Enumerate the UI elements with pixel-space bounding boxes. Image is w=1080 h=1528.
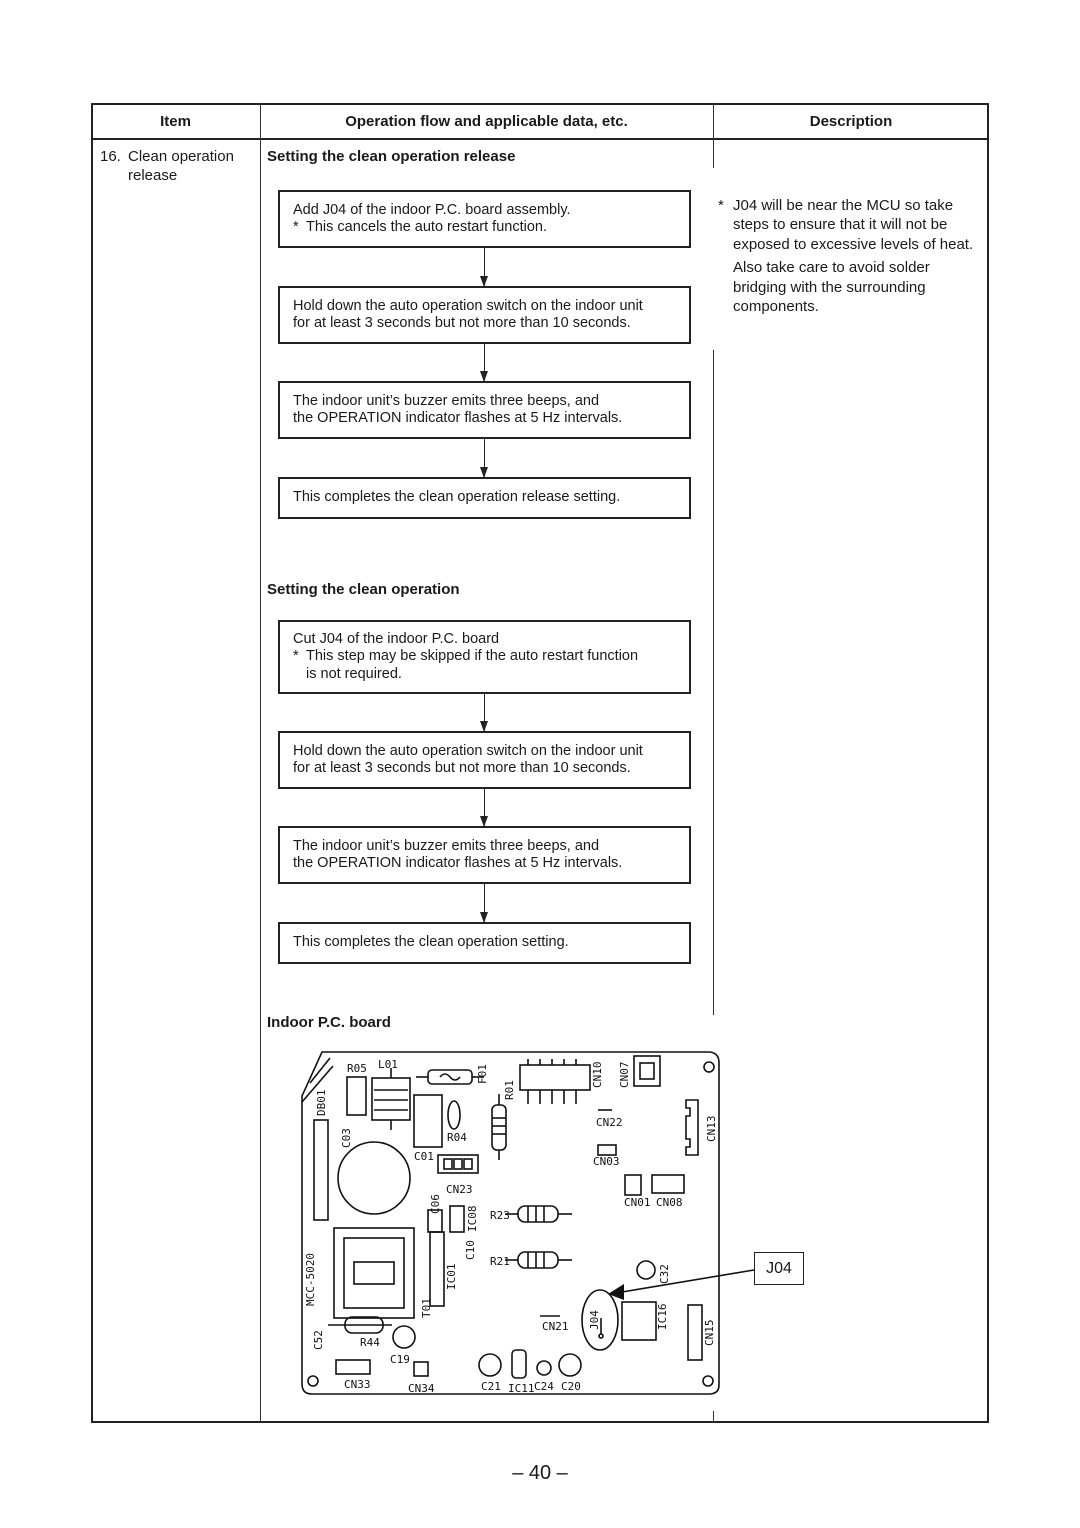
note-star: * — [293, 648, 299, 665]
flow-text: Cut J04 of the indoor P.C. board — [293, 630, 500, 647]
pcb-label: CN33 — [344, 1378, 371, 1391]
pcb-label: C52 — [312, 1330, 325, 1350]
flow-arrow — [484, 789, 485, 826]
item-title: Clean operation — [128, 148, 234, 165]
header-item: Item — [160, 113, 191, 130]
section-title-release: Setting the clean operation release — [267, 148, 516, 165]
pcb-label: L01 — [378, 1058, 398, 1071]
flow-note — [293, 666, 681, 684]
column-divider-desc-mid — [713, 350, 714, 1015]
column-divider-desc-bottom — [713, 1411, 714, 1423]
flow-text: Hold down the auto operation switch on the indoor unit — [293, 297, 643, 314]
note-text: This cancels the auto restart function. — [306, 219, 547, 235]
flow-box-release-2 — [278, 286, 691, 344]
pcb-label: C20 — [561, 1380, 581, 1393]
description-para-1 — [718, 196, 983, 254]
pcb-label: C01 — [414, 1150, 434, 1163]
flow-text: the OPERATION indicator flashes at 5 Hz intervals. — [293, 410, 623, 426]
pcb-label: R21 — [490, 1255, 510, 1268]
j04-callout-label: J04 — [754, 1252, 804, 1285]
pcb-label: CN10 — [591, 1061, 604, 1088]
item-cell — [100, 147, 256, 185]
pcb-label: MCC-5020 — [304, 1253, 317, 1306]
pcb-label: CN34 — [408, 1382, 435, 1395]
pcb-label: C06 — [429, 1194, 442, 1214]
pcb-label: CN01 — [624, 1196, 651, 1209]
flow-note — [293, 648, 681, 666]
flow-text: Hold down the auto operation switch on the indoor unit — [293, 742, 643, 759]
item-number: 16. — [100, 148, 121, 165]
flow-box-clean-2 — [278, 731, 691, 789]
flow-text: Add J04 of the indoor P.C. board assembly. — [293, 201, 571, 218]
note-text: is not required. — [306, 665, 402, 682]
pcb-label: C24 — [534, 1380, 554, 1393]
pcb-label: R44 — [360, 1336, 380, 1349]
pcb-label: CN22 — [596, 1116, 623, 1129]
flow-box-release-4 — [278, 477, 691, 519]
page-number: – 40 – — [512, 1462, 568, 1484]
flow-arrow — [484, 344, 485, 381]
pcb-label: IC16 — [656, 1303, 669, 1330]
pcb-label: CN03 — [593, 1155, 620, 1168]
header-flow: Operation flow and applicable data, etc. — [345, 113, 628, 130]
pcb-label: R05 — [347, 1062, 367, 1075]
pcb-label: IC08 — [466, 1205, 479, 1232]
section-title-clean: Setting the clean operation — [267, 581, 460, 598]
pcb-label: CN23 — [446, 1183, 473, 1196]
flow-box-clean-3 — [278, 826, 691, 884]
pcb-label: DB01 — [315, 1089, 328, 1116]
flow-box-clean-4 — [278, 922, 691, 964]
flow-note — [293, 219, 681, 237]
note-star-space — [293, 666, 306, 684]
pcb-label: R23 — [490, 1209, 510, 1222]
note-text: This step may be skipped if the auto restart function — [306, 648, 639, 665]
pcb-label: IC11 — [508, 1382, 535, 1395]
item-title-line2: release — [128, 167, 178, 184]
flow-text: the OPERATION indicator flashes at 5 Hz intervals. — [293, 855, 623, 871]
pcb-label: CN13 — [705, 1115, 718, 1142]
flow-text: for at least 3 seconds but not more than 10 seconds. — [293, 315, 631, 331]
pcb-label: CN21 — [542, 1320, 569, 1333]
pcb-label: F01 — [476, 1064, 489, 1084]
pcb-label: CN07 — [618, 1061, 631, 1088]
pcb-label: R04 — [447, 1131, 467, 1144]
header-divider — [91, 138, 989, 140]
pcb-label: IC01 — [445, 1263, 458, 1290]
description-star: * — [718, 197, 724, 214]
header-description: Description — [809, 113, 893, 130]
flow-arrow — [484, 884, 485, 922]
pcb-label: C32 — [658, 1264, 671, 1284]
pcb-label: C21 — [481, 1380, 501, 1393]
description-para-2: Also take care to avoid solder bridging with the surrounding components. — [733, 259, 930, 316]
pcb-label: T01 — [420, 1298, 433, 1318]
flow-arrow — [484, 694, 485, 731]
section-title-board: Indoor P.C. board — [267, 1014, 391, 1031]
flow-arrow — [484, 439, 485, 477]
flow-text: This completes the clean operation setting. — [293, 934, 569, 951]
description-text: J04 will be near the MCU so take steps to ensure that it will not be exposed to excessive levels of heat. — [733, 197, 974, 253]
column-divider-item — [260, 103, 261, 1423]
description-cell — [718, 196, 983, 316]
flow-text: This completes the clean operation release setting. — [293, 489, 621, 506]
pcb-label: R01 — [503, 1080, 516, 1100]
pcb-label: CN08 — [656, 1196, 683, 1209]
flow-box-clean-1 — [278, 620, 691, 694]
flow-box-release-3 — [278, 381, 691, 439]
flow-box-release-1 — [278, 190, 691, 248]
pcb-label: C03 — [340, 1128, 353, 1148]
pcb-label: J04 — [588, 1310, 601, 1330]
flow-text: The indoor unit’s buzzer emits three beeps, and — [293, 392, 600, 409]
flow-text: for at least 3 seconds but not more than 10 seconds. — [293, 760, 631, 776]
flow-text: The indoor unit’s buzzer emits three beeps, and — [293, 837, 600, 854]
flow-arrow — [484, 248, 485, 286]
pcb-label: C10 — [464, 1240, 477, 1260]
pcb-label: C19 — [390, 1353, 410, 1366]
note-star: * — [293, 219, 299, 235]
pcb-label: CN15 — [703, 1319, 716, 1346]
